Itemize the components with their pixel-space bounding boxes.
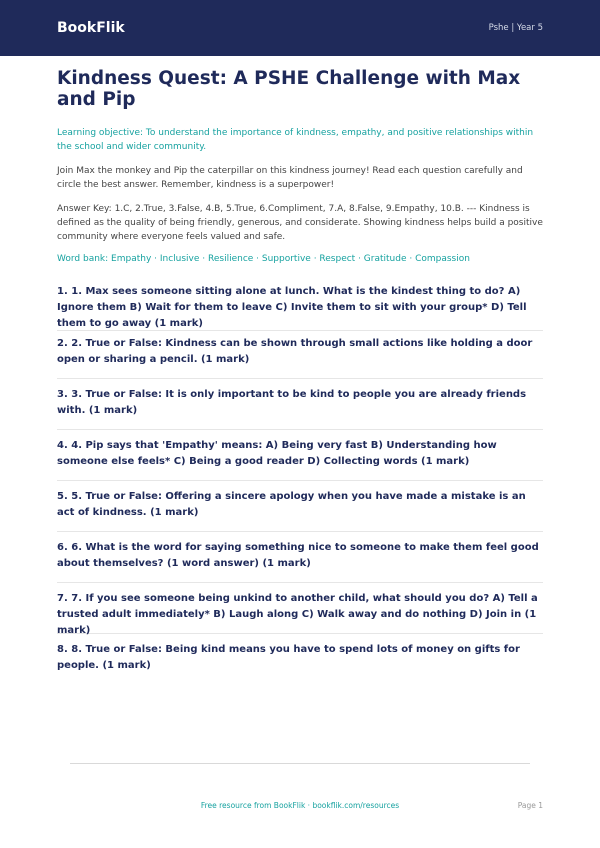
answer-line	[57, 480, 543, 481]
question-8: 8. 8. True or False: Being kind means you have to spend lots of money on gifts for people. (1 mark)	[57, 644, 520, 671]
answer-line	[57, 582, 543, 583]
answer-line	[57, 531, 543, 532]
intro-paragraph: Join Max the monkey and Pip the caterpillar on this kindness journey! Read each question carefully and circle the best answer. Remember, kindness is a superpower!	[57, 166, 523, 190]
question-3: 3. 3. True or False: It is only important to be kind to people you are already friends with. (1 mark)	[57, 389, 527, 416]
question-4: 4. 4. Pip says that 'Empathy' means: A) Being very fast B) Understanding how someone else feels* C) Being a good reader D) Collecting words (1 mark)	[57, 440, 497, 467]
answer-line	[57, 378, 543, 379]
word-bank: Word bank: Empathy · Inclusive · Resilience · Supportive · Respect · Gratitude · Compassion	[57, 254, 470, 264]
question-5: 5. 5. True or False: Offering a sincere apology when you have made a mistake is an act of kindness. (1 mark)	[57, 491, 526, 518]
page-footer	[57, 801, 543, 815]
answer-line	[57, 429, 543, 430]
question-list	[57, 284, 543, 676]
answer-line	[57, 633, 543, 634]
answer-key-paragraph: Answer Key: 1.C, 2.True, 3.False, 4.B, 5.True, 6.Compliment, 7.A, 8.False, 9.Empathy, 10.B. --- Kindness is defined as the quality of being friendly, generous, and considerate. Showing kindness helps build a positive community where everyone feels valued and safe.	[57, 204, 543, 242]
question-7: 7. 7. If you see someone being unkind to another child, what should you do? A) Tell a trusted adult immediately* B) Laugh along C) Walk away and do nothing D) Join in (1 mark)	[57, 593, 538, 636]
question-2: 2. 2. True or False: Kindness can be shown through small actions like holding a door open or sharing a pencil. (1 mark)	[57, 338, 533, 365]
top-header-bar	[0, 0, 600, 56]
question-1: 1. 1. Max sees someone sitting alone at lunch. What is the kindest thing to do? A) Ignore them B) Wait for them to leave C) Invite them to sit with your group* D) Tell them to go away (1 mark)	[57, 286, 527, 329]
worksheet-title: Kindness Quest: A PSHE Challenge with Max and Pip	[57, 68, 521, 110]
subject-year-label: Pshe | Year 5	[488, 23, 543, 33]
question-6: 6. 6. What is the word for saying something nice to someone to make them feel good about themselves? (1 word answer) (1 mark)	[57, 542, 539, 569]
footer-divider	[70, 763, 530, 764]
worksheet-content	[0, 56, 600, 676]
page-number: Page 1	[517, 801, 543, 810]
learning-objective: Learning objective: To understand the importance of kindness, empathy, and positive relationships within the school and wider community.	[57, 128, 534, 152]
brand-logo-text: BookFlik	[57, 20, 125, 36]
footer-resource-link[interactable]: Free resource from BookFlik · bookflik.com/resources	[200, 801, 400, 810]
